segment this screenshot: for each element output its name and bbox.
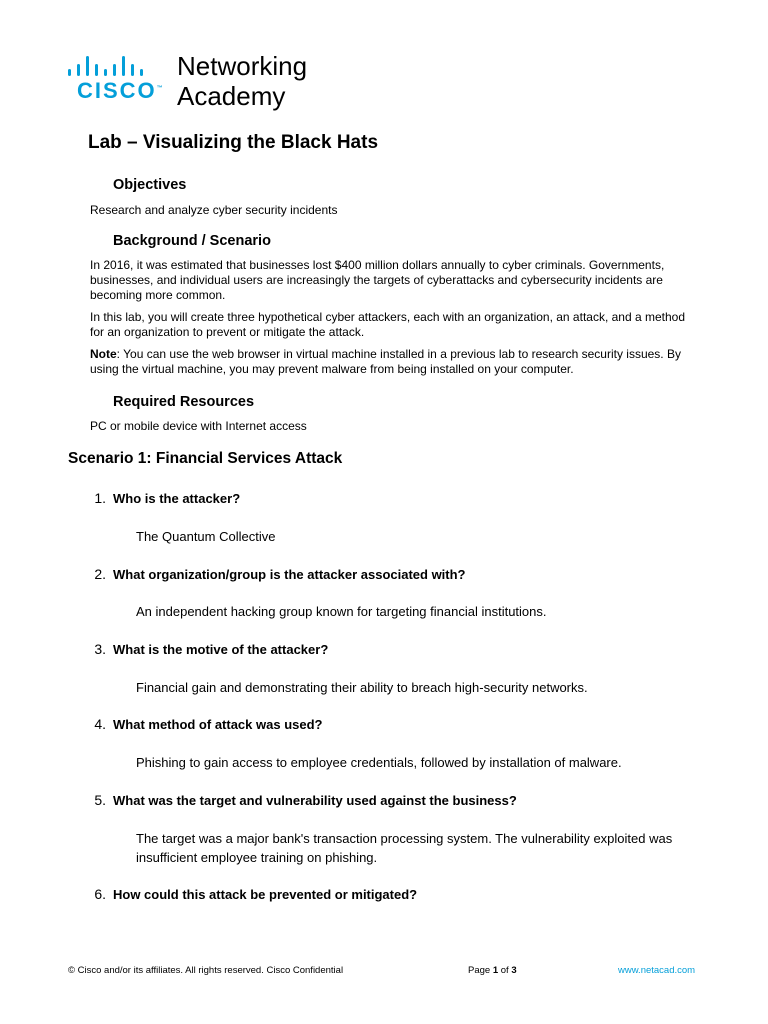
resources-text: PC or mobile device with Internet access (90, 419, 307, 433)
question-text: What is the motive of the attacker? (113, 642, 329, 657)
background-paragraph-2: In this lab, you will create three hypothetical cyber attackers, each with an organization, an attack, and a method for an organization to prevent or mitigate the attack. (90, 310, 686, 339)
answer-text: The Quantum Collective (136, 529, 276, 544)
answer-text: Phishing to gain access to employee credentials, followed by installation of malware. (136, 755, 622, 770)
background-heading: Background / Scenario (113, 233, 271, 249)
question-text: What method of attack was used? (113, 717, 323, 732)
answer-text: The target was a major bank's transaction processing system. The vulnerability exploited was insufficient employee training on phishing. (136, 831, 673, 865)
question-text: What was the target and vulnerability used against the business? (113, 793, 517, 808)
logo-networking: Networking (177, 51, 308, 81)
question-text: How could this attack be prevented or mitigated? (113, 887, 418, 902)
question-number: 2. (94, 566, 106, 582)
note-label: Note (90, 347, 117, 361)
question-number: 1. (94, 490, 106, 506)
answer-text: An independent hacking group known for targeting financial institutions. (136, 604, 547, 619)
background-paragraph-1: In 2016, it was estimated that businesses lost $400 million dollars annually to cyber criminals. Governments, businesses, and individual users are increasingly the targets of cyberattacks and cybersecurity incidents are becoming more common. (90, 258, 665, 302)
cisco-wordmark: CISCO™ (77, 78, 163, 103)
background-note (90, 347, 702, 377)
question-text: What organization/group is the attacker associated with? (113, 567, 466, 582)
footer-website-link[interactable]: www.netacad.com (618, 965, 696, 976)
question-number: 6. (94, 886, 106, 902)
question-text: Who is the attacker? (113, 491, 241, 506)
background-body (90, 258, 702, 377)
footer-copyright: © Cisco and/or its affiliates. All rights reserved. Cisco Confidential (68, 965, 344, 976)
question-number: 4. (94, 716, 106, 732)
logo-academy: Academy (177, 81, 286, 111)
cisco-networking-academy-logo (68, 48, 328, 112)
page-title: Lab – Visualizing the Black Hats (88, 132, 379, 153)
question-number: 3. (94, 641, 106, 657)
objectives-text: Research and analyze cyber security incidents (90, 203, 338, 217)
note-text: : You can use the web browser in virtual machine installed in a previous lab to research security issues. By using the virtual machine, you may prevent malware from being installed on your computer. (90, 347, 681, 376)
answer-text: Financial gain and demonstrating their ability to breach high-security networks. (136, 680, 588, 695)
question-number: 5. (94, 792, 106, 808)
cisco-bars-icon (68, 56, 163, 76)
resources-heading: Required Resources (113, 394, 255, 410)
footer-page-number: Page 1 of 3 (468, 965, 517, 976)
scenario-1-heading: Scenario 1: Financial Services Attack (68, 450, 343, 467)
copyright-icon: © (68, 965, 75, 976)
objectives-heading: Objectives (113, 177, 187, 193)
